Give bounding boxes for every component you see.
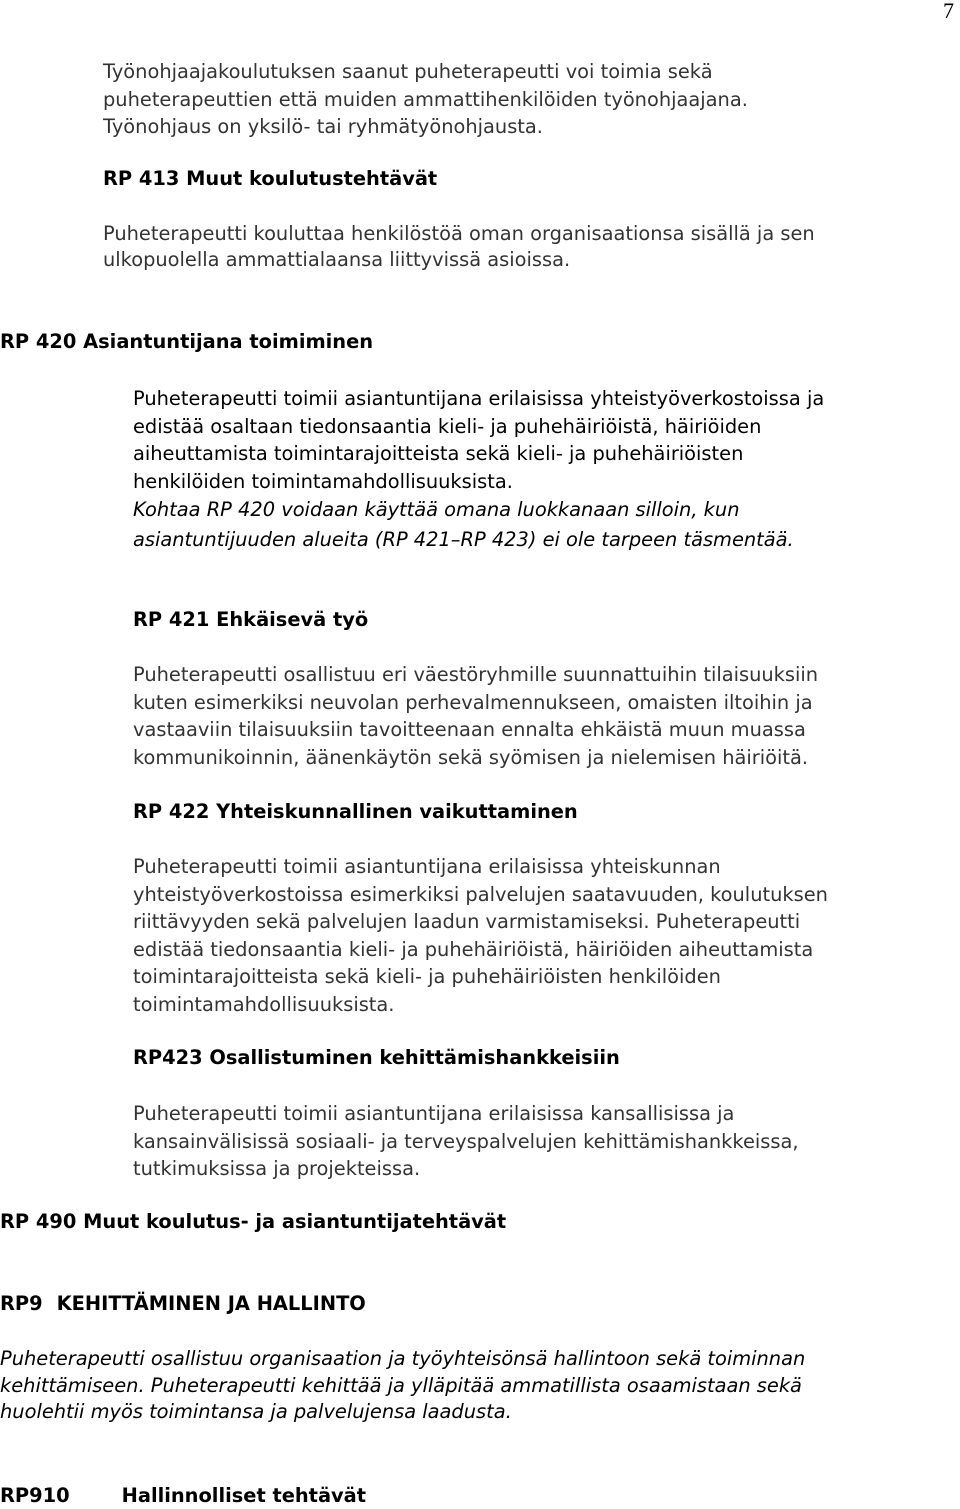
rp421-line: vastaaviin tilaisuuksiin tavoitteenaan ennalta ehkäistä muun muassa bbox=[133, 718, 806, 741]
rp413-heading: RP 413 Muut koulutustehtävät bbox=[103, 167, 438, 190]
page-number: 7 bbox=[943, 0, 954, 23]
rp420-note-line: asiantuntijuuden alueita (RP 421–RP 423) ei ole tarpeen täsmentää. bbox=[133, 528, 794, 551]
rp9-heading-code: RP9 bbox=[0, 1292, 43, 1315]
rp422-heading: RP 422 Yhteiskunnallinen vaikuttaminen bbox=[133, 800, 578, 823]
rp420-line: henkilöiden toimintamahdollisuuksista. bbox=[133, 469, 513, 493]
rp910-heading-title: Hallinnolliset tehtävät bbox=[121, 1484, 367, 1507]
rp9-paragraph bbox=[0, 1346, 805, 1426]
rp421-line: kommunikoinnin, äänenkäytön sekä syömisen ja nielemisen häiriöitä. bbox=[133, 745, 809, 769]
rp420-line: aiheuttamista toimintarajoitteista sekä kieli- ja puhehäiriöisten bbox=[133, 442, 744, 465]
rp423-paragraph bbox=[133, 1100, 799, 1183]
rp421-paragraph bbox=[133, 661, 818, 771]
rp423-line: Puheterapeutti toimii asiantuntijana erilaisissa kansallisissa ja bbox=[133, 1102, 735, 1125]
rp910-heading-code: RP910 bbox=[0, 1484, 70, 1507]
rp9-heading bbox=[0, 1290, 366, 1317]
intro-line: Työnohjaus on yksilö- tai ryhmätyönohjausta. bbox=[103, 115, 543, 138]
rp420-line: edistää osaltaan tiedonsaantia kieli- ja puhehäiriöistä, häiriöiden bbox=[133, 414, 762, 438]
rp421-line: kuten esimerkiksi neuvolan perhevalmennukseen, omaisten iltoihin ja bbox=[133, 690, 813, 714]
rp421-heading: RP 421 Ehkäisevä työ bbox=[133, 608, 369, 631]
rp490-heading: RP 490 Muut koulutus- ja asiantuntijatehtävät bbox=[0, 1210, 507, 1233]
rp422-line: riittävyyden sekä palvelujen laadun varmistamiseksi. Puheterapeutti bbox=[133, 910, 801, 933]
rp420-note-line: Kohtaa RP 420 voidaan käyttää omana luokkanaan silloin, kun bbox=[133, 498, 740, 521]
rp9-line: huolehtii myös toimintansa ja palvelujensa laadusta. bbox=[0, 1400, 512, 1423]
rp420-paragraph bbox=[133, 385, 824, 495]
rp422-line: toimintamahdollisuuksista. bbox=[133, 992, 395, 1016]
rp413-line: Puheterapeutti kouluttaa henkilöstöä oman organisaationsa sisällä ja sen bbox=[103, 222, 815, 245]
rp420-heading: RP 420 Asiantuntijana toimiminen bbox=[0, 330, 374, 353]
rp9-line: Puheterapeutti osallistuu organisaation ja työyhteisönsä hallintoon sekä toiminnan bbox=[0, 1347, 806, 1370]
rp421-line: Puheterapeutti osallistuu eri väestöryhmille suunnattuihin tilaisuuksiin bbox=[133, 663, 819, 686]
rp910-heading bbox=[0, 1482, 366, 1509]
rp422-line: toimintarajoitteista sekä kieli- ja puhehäiriöisten henkilöiden bbox=[133, 965, 721, 988]
rp422-line: yhteistyöverkostoissa esimerkiksi palvelujen saatavuuden, koulutuksen bbox=[133, 882, 828, 906]
rp413-line: ulkopuolella ammattialaansa liittyvissä asioissa. bbox=[103, 248, 571, 272]
rp420-note bbox=[133, 495, 794, 555]
rp422-line: edistää tiedonsaantia kieli- ja puhehäiriöistä, häiriöiden aiheuttamista bbox=[133, 937, 814, 961]
intro-line: Työnohjaajakoulutuksen saanut puheterapeutti voi toimia sekä bbox=[103, 60, 713, 83]
intro-paragraph bbox=[103, 58, 748, 141]
intro-line: puheterapeuttien että muiden ammattihenkilöiden työnohjaajana. bbox=[103, 87, 748, 111]
rp423-line: kansainvälisissä sosiaali- ja terveyspalvelujen kehittämishankkeissa, bbox=[133, 1129, 799, 1153]
rp423-heading: RP423 Osallistuminen kehittämishankkeisiin bbox=[133, 1046, 620, 1069]
rp422-line: Puheterapeutti toimii asiantuntijana erilaisissa yhteiskunnan bbox=[133, 855, 721, 878]
rp9-heading-title: KEHITTÄMINEN JA HALLINTO bbox=[56, 1292, 366, 1315]
rp9-line: kehittämiseen. Puheterapeutti kehittää ja ylläpitää ammatillista osaamistaan sekä bbox=[0, 1373, 802, 1397]
rp423-line: tutkimuksissa ja projekteissa. bbox=[133, 1157, 421, 1180]
rp422-paragraph bbox=[133, 853, 828, 1018]
rp413-paragraph bbox=[103, 221, 815, 273]
rp420-line: Puheterapeutti toimii asiantuntijana erilaisissa yhteistyöverkostoissa ja bbox=[133, 387, 825, 410]
